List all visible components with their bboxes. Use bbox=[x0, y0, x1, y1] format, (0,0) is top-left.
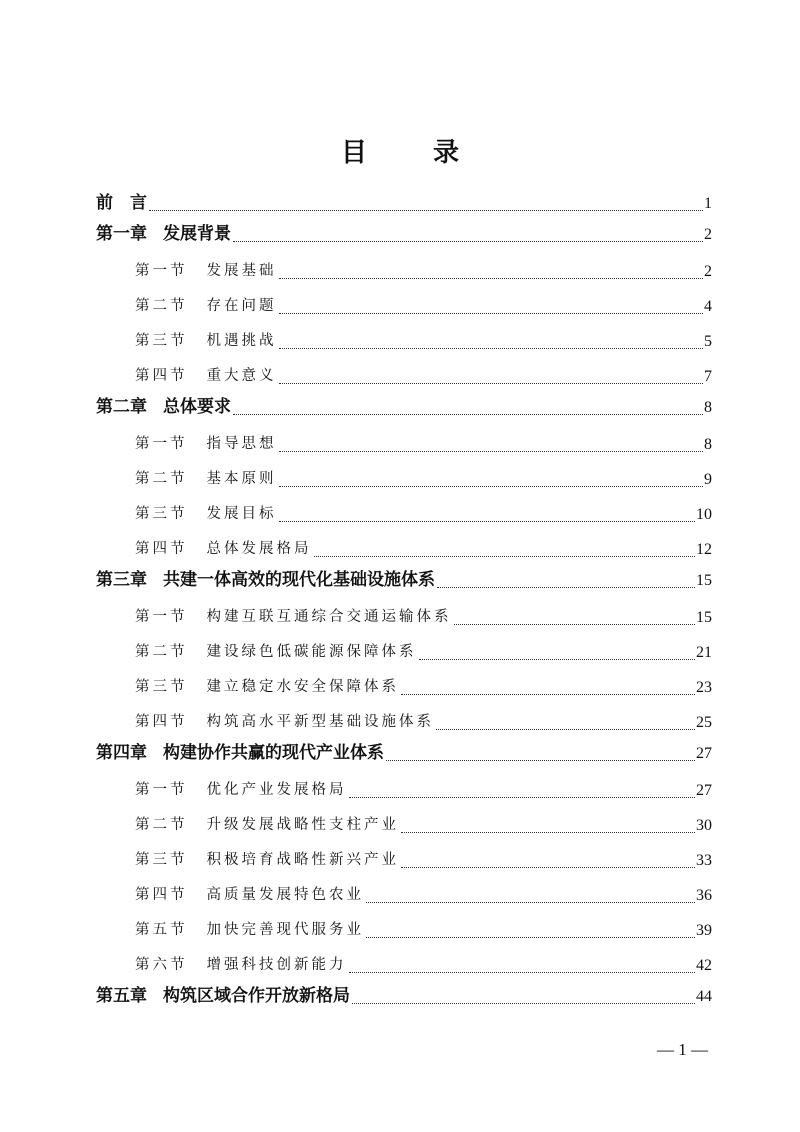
dot-leader bbox=[386, 760, 695, 761]
entry-number: 第一章 bbox=[96, 224, 147, 244]
toc-section-entry[interactable] bbox=[96, 670, 712, 705]
toc-chapter-entry[interactable] bbox=[96, 186, 712, 221]
entry-title: 优化产业发展格局 bbox=[206, 782, 347, 798]
toc-section-entry[interactable] bbox=[96, 497, 712, 532]
entry-page-number: 5 bbox=[704, 333, 712, 350]
toc-section-entry[interactable] bbox=[96, 878, 712, 913]
toc-title: 目 录 bbox=[340, 138, 479, 168]
entry-page-number: 8 bbox=[704, 436, 712, 453]
entry-number: 第三节 bbox=[135, 852, 188, 868]
toc-section-entry[interactable] bbox=[96, 289, 712, 324]
entry-number: 第四节 bbox=[135, 887, 188, 903]
toc-section-entry[interactable] bbox=[96, 635, 712, 670]
entry-page-number: 42 bbox=[696, 957, 712, 974]
entry-page-number: 30 bbox=[696, 817, 712, 834]
dot-leader bbox=[436, 729, 695, 730]
dot-leader bbox=[233, 414, 703, 415]
entry-page-number: 27 bbox=[696, 745, 712, 762]
toc-section-entry[interactable] bbox=[96, 600, 712, 635]
toc-chapter-entry[interactable] bbox=[96, 736, 712, 771]
entry-title: 构筑高水平新型基础设施体系 bbox=[206, 714, 434, 730]
entry-title: 共建一体高效的现代化基础设施体系 bbox=[163, 570, 435, 590]
dot-leader bbox=[279, 521, 696, 522]
entry-page-number: 2 bbox=[704, 226, 712, 243]
entry-number: 第三节 bbox=[135, 333, 188, 349]
entry-title: 构筑区域合作开放新格局 bbox=[163, 986, 350, 1006]
toc-section-entry[interactable] bbox=[96, 324, 712, 359]
page-number: — 1 — bbox=[657, 1040, 708, 1059]
entry-title: 增强科技创新能力 bbox=[206, 957, 347, 973]
entry-number: 第四节 bbox=[135, 714, 188, 730]
table-of-contents bbox=[96, 186, 712, 1014]
entry-page-number: 15 bbox=[696, 572, 712, 589]
entry-title: 发展目标 bbox=[206, 506, 277, 522]
entry-title: 指导思想 bbox=[206, 436, 277, 452]
toc-section-entry[interactable] bbox=[96, 462, 712, 497]
entry-page-number: 7 bbox=[704, 368, 712, 385]
entry-page-number: 8 bbox=[704, 399, 712, 416]
toc-chapter-entry[interactable] bbox=[96, 563, 712, 598]
dot-leader bbox=[454, 624, 696, 625]
entry-title: 重大意义 bbox=[206, 368, 277, 384]
entry-title: 加快完善现代服务业 bbox=[206, 922, 364, 938]
entry-number: 第二章 bbox=[96, 397, 147, 417]
toc-chapter-entry[interactable] bbox=[96, 217, 712, 252]
entry-title: 建设绿色低碳能源保障体系 bbox=[206, 644, 417, 660]
dot-leader bbox=[149, 210, 703, 211]
dot-leader bbox=[279, 486, 704, 487]
entry-page-number: 2 bbox=[704, 263, 712, 280]
dot-leader bbox=[314, 556, 696, 557]
entry-title: 基本原则 bbox=[206, 471, 277, 487]
dot-leader bbox=[352, 1003, 695, 1004]
toc-section-entry[interactable] bbox=[96, 254, 712, 289]
toc-section-entry[interactable] bbox=[96, 427, 712, 462]
dot-leader bbox=[401, 832, 695, 833]
entry-page-number: 25 bbox=[696, 714, 712, 731]
toc-section-entry[interactable] bbox=[96, 705, 712, 740]
toc-section-entry[interactable] bbox=[96, 948, 712, 983]
entry-number: 第二节 bbox=[135, 817, 188, 833]
dot-leader bbox=[366, 902, 695, 903]
entry-page-number: 21 bbox=[696, 644, 712, 661]
entry-page-number: 9 bbox=[704, 471, 712, 488]
dot-leader bbox=[437, 587, 695, 588]
entry-number: 第二节 bbox=[135, 298, 188, 314]
entry-number: 第一节 bbox=[135, 263, 188, 279]
entry-page-number: 23 bbox=[696, 679, 712, 696]
entry-title: 积极培育战略性新兴产业 bbox=[206, 852, 399, 868]
entry-page-number: 39 bbox=[696, 922, 712, 939]
dot-leader bbox=[401, 867, 695, 868]
toc-section-entry[interactable] bbox=[96, 913, 712, 948]
entry-number: 第六节 bbox=[135, 957, 188, 973]
toc-section-entry[interactable] bbox=[96, 359, 712, 394]
entry-title: 构建互联互通综合交通运输体系 bbox=[206, 609, 452, 625]
entry-number: 第五节 bbox=[135, 922, 188, 938]
dot-leader bbox=[349, 797, 696, 798]
entry-title: 发展基础 bbox=[206, 263, 277, 279]
dot-leader bbox=[366, 937, 695, 938]
entry-page-number: 15 bbox=[696, 609, 712, 626]
toc-chapter-entry[interactable] bbox=[96, 979, 712, 1014]
entry-number: 第四章 bbox=[96, 743, 147, 763]
entry-title: 高质量发展特色农业 bbox=[206, 887, 364, 903]
entry-number: 第四节 bbox=[135, 368, 188, 384]
entry-page-number: 27 bbox=[696, 782, 712, 799]
entry-title: 发展背景 bbox=[163, 224, 231, 244]
dot-leader bbox=[233, 241, 703, 242]
entry-number: 第二节 bbox=[135, 644, 188, 660]
toc-section-entry[interactable] bbox=[96, 808, 712, 843]
toc-section-entry[interactable] bbox=[96, 773, 712, 808]
entry-page-number: 10 bbox=[696, 506, 712, 523]
dot-leader bbox=[279, 348, 704, 349]
dot-leader bbox=[279, 451, 704, 452]
entry-title: 前 言 bbox=[96, 193, 147, 213]
entry-title: 总体发展格局 bbox=[206, 541, 312, 557]
dot-leader bbox=[349, 972, 696, 973]
entry-page-number: 33 bbox=[696, 852, 712, 869]
dot-leader bbox=[279, 313, 704, 314]
entry-title: 构建协作共赢的现代产业体系 bbox=[163, 743, 384, 763]
entry-page-number: 44 bbox=[696, 988, 712, 1005]
entry-number: 第五章 bbox=[96, 986, 147, 1006]
entry-number: 第一节 bbox=[135, 782, 188, 798]
entry-page-number: 1 bbox=[704, 195, 712, 212]
dot-leader bbox=[401, 694, 695, 695]
entry-number: 第三节 bbox=[135, 506, 188, 522]
entry-title: 存在问题 bbox=[206, 298, 277, 314]
entry-page-number: 4 bbox=[704, 298, 712, 315]
entry-title: 建立稳定水安全保障体系 bbox=[206, 679, 399, 695]
entry-number: 第二节 bbox=[135, 471, 188, 487]
entry-title: 升级发展战略性支柱产业 bbox=[206, 817, 399, 833]
entry-title: 机遇挑战 bbox=[206, 333, 277, 349]
entry-number: 第三章 bbox=[96, 570, 147, 590]
entry-page-number: 36 bbox=[696, 887, 712, 904]
entry-number: 第三节 bbox=[135, 679, 188, 695]
dot-leader bbox=[279, 278, 704, 279]
toc-chapter-entry[interactable] bbox=[96, 390, 712, 425]
entry-number: 第一节 bbox=[135, 609, 188, 625]
dot-leader bbox=[419, 659, 696, 660]
entry-title: 总体要求 bbox=[163, 397, 231, 417]
toc-section-entry[interactable] bbox=[96, 532, 712, 567]
entry-number: 第一节 bbox=[135, 436, 188, 452]
toc-section-entry[interactable] bbox=[96, 843, 712, 878]
entry-number: 第四节 bbox=[135, 541, 188, 557]
entry-page-number: 12 bbox=[696, 541, 712, 558]
dot-leader bbox=[279, 383, 704, 384]
